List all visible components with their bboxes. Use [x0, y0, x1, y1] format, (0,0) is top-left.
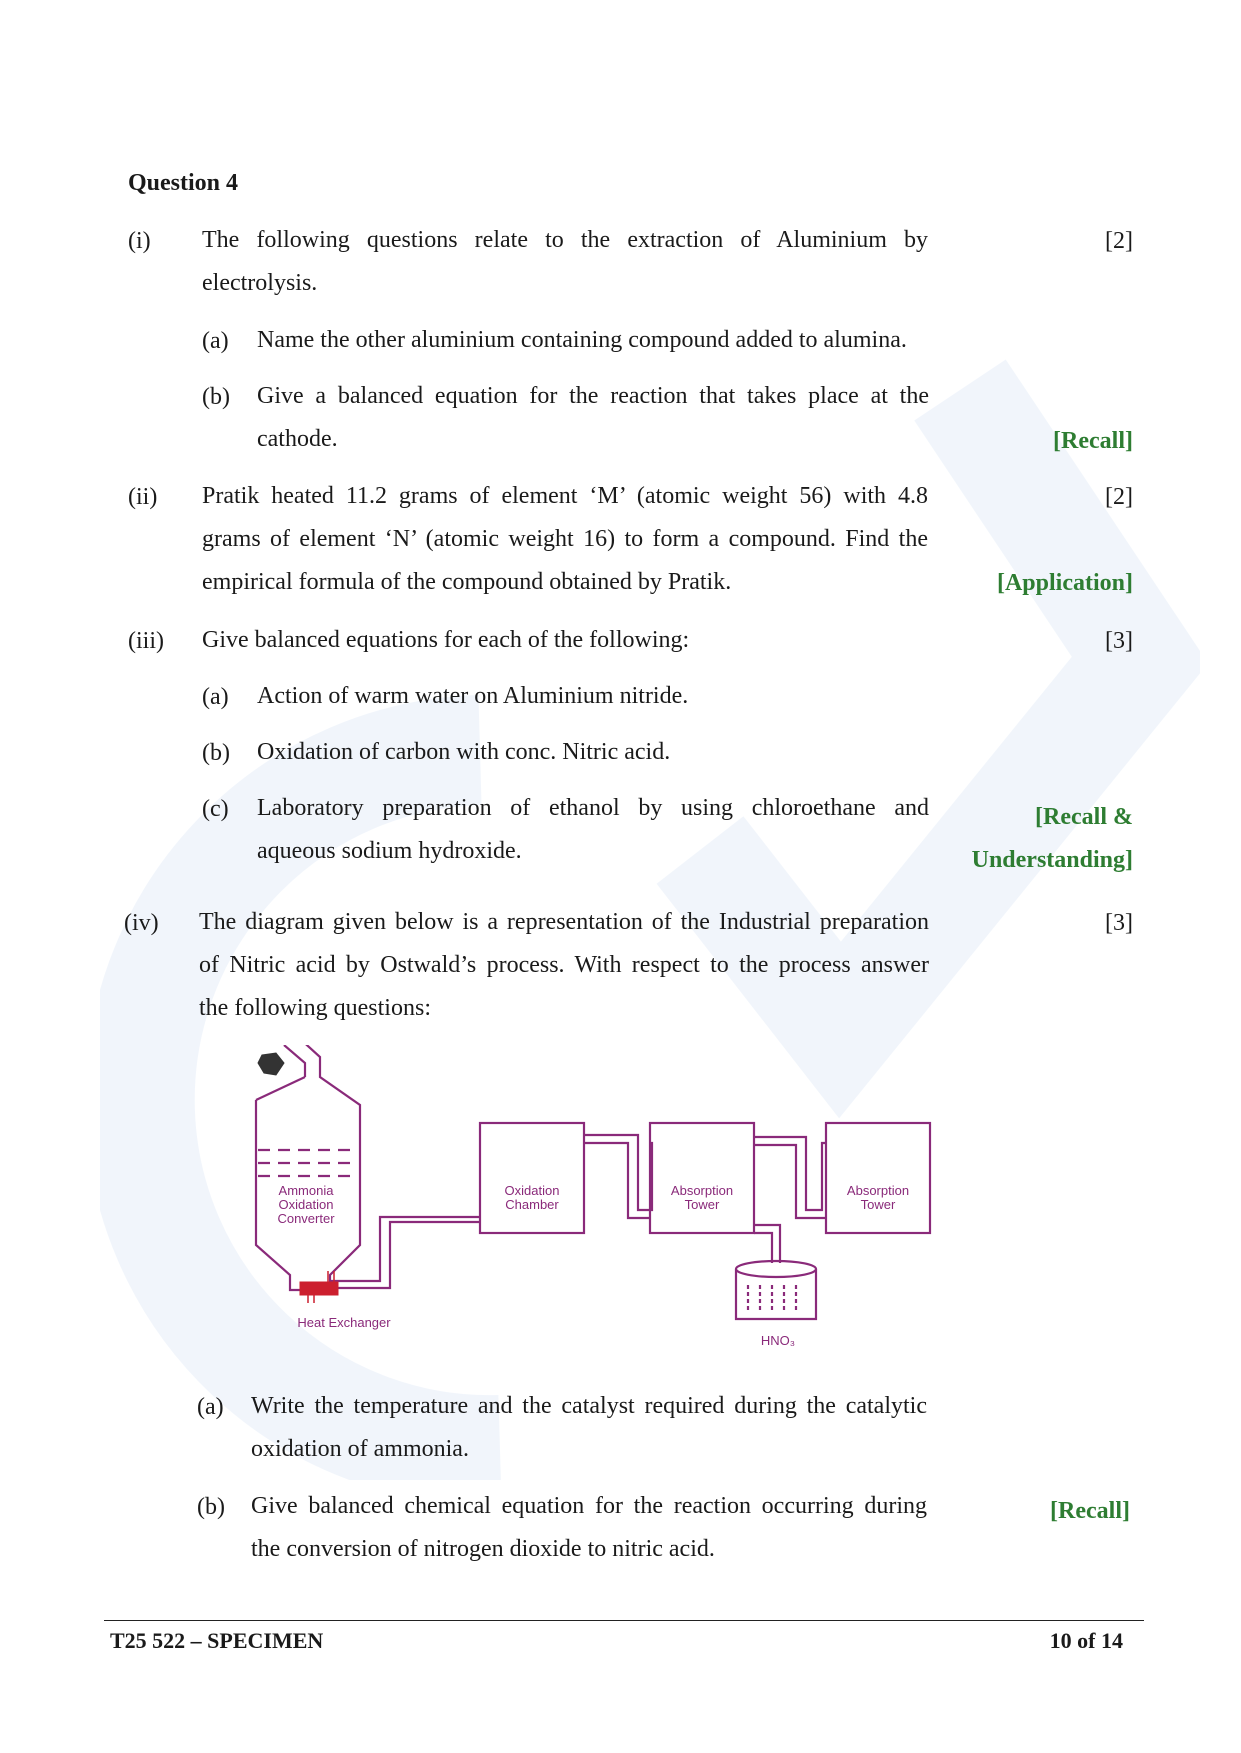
- item-i-tag: [Recall]: [1053, 428, 1133, 454]
- absorption-tower-2-box: [826, 1123, 930, 1233]
- item-iv-text: [199, 901, 929, 1030]
- item-ii-marks: [2]: [1105, 484, 1133, 510]
- item-i-line2: electrolysis.: [202, 270, 318, 296]
- item-iii-b-label: (b): [202, 740, 230, 766]
- inlet-valve: [258, 1053, 284, 1075]
- converter-vessel: [256, 1045, 360, 1290]
- item-iv-a-text: [251, 1385, 927, 1471]
- item-iv-tag: [Recall]: [1050, 1498, 1130, 1524]
- heat-exchanger-label: Heat Exchanger: [297, 1315, 391, 1330]
- pipe-tower1-to-tower2: [754, 1137, 826, 1218]
- heat-exchanger-block: [300, 1282, 338, 1295]
- ostwald-process-diagram: [240, 1045, 940, 1360]
- item-i-line1: The following questions relate to the extraction of Aluminium by: [202, 227, 928, 253]
- item-ii-line1: Pratik heated 11.2 grams of element ‘M’ (atomic weight 56) with 4.8: [202, 483, 928, 509]
- hno3-liquid: [748, 1285, 796, 1313]
- converter-label-2: Oxidation: [278, 1197, 334, 1212]
- item-iii-a-text: Action of warm water on Aluminium nitride.: [257, 683, 689, 709]
- footer-divider: [104, 1620, 1144, 1621]
- absorption-tower-2-label-1: Absorption: [846, 1183, 910, 1198]
- oxidation-chamber-box: [480, 1123, 584, 1233]
- item-ii-text: [202, 475, 928, 604]
- item-ii-line3: empirical formula of the compound obtained by Pratik.: [202, 569, 732, 595]
- oxidation-chamber-label-2: Chamber: [505, 1197, 559, 1212]
- item-i-text: [202, 219, 928, 305]
- item-i-a-label: (a): [202, 328, 229, 354]
- item-i-b-line1: Give a balanced equation for the reaction that takes place at the: [257, 383, 929, 409]
- item-i-b-label: (b): [202, 384, 230, 410]
- item-iv-line1: The diagram given below is a representation of the Industrial preparation: [199, 909, 929, 935]
- item-iii-b-text: Oxidation of carbon with conc. Nitric acid.: [257, 739, 671, 765]
- oxidation-chamber-label-1: Oxidation: [504, 1183, 560, 1198]
- item-i-marks: [2]: [1105, 228, 1133, 254]
- item-ii-line2: grams of element ‘N’ (atomic weight 16) to form a compound. Find the: [202, 526, 928, 552]
- footer-code: T25 522 – SPECIMEN: [110, 1628, 324, 1653]
- item-i-b-text: [257, 375, 929, 461]
- item-iv-marks: [3]: [1105, 910, 1133, 936]
- item-iii-a-label: (a): [202, 684, 229, 710]
- item-iv-a-line2: oxidation of ammonia.: [251, 1436, 469, 1462]
- converter-label-1: Ammonia: [278, 1183, 334, 1198]
- item-iv-b-label: (b): [197, 1494, 225, 1520]
- item-iv-line2: of Nitric acid by Ostwald’s process. With respect to the process answer: [199, 952, 929, 978]
- item-iv-a-line1: Write the temperature and the catalyst required during the catalytic: [251, 1393, 927, 1419]
- item-iii-tag: [972, 796, 1133, 882]
- pipe-chamber-to-tower1: [584, 1135, 652, 1218]
- question-title: Question 4: [128, 170, 239, 196]
- item-i-b-line2: cathode.: [257, 426, 338, 452]
- item-iii-c-text: [257, 787, 929, 873]
- converter-shoulder: [256, 1077, 305, 1100]
- item-ii-number: (ii): [128, 484, 158, 510]
- hno3-vessel-top: [736, 1261, 816, 1277]
- item-iii-c-label: (c): [202, 796, 229, 822]
- diagram-lines: [256, 1045, 930, 1319]
- converter-inlet-pipe: [284, 1045, 305, 1077]
- absorption-tower-1-box: [650, 1123, 754, 1233]
- item-iii-tag-line2: Understanding]: [971, 847, 1133, 873]
- item-iii-tag-line1: [Recall &: [1035, 804, 1133, 830]
- item-iii-text: Give balanced equations for each of the following:: [202, 627, 690, 653]
- item-iii-c-line1: Laboratory preparation of ethanol by using chloroethane and: [257, 795, 929, 821]
- item-iv-b-line1: Give balanced chemical equation for the reaction occurring during: [251, 1493, 927, 1519]
- hno3-label: HNO₃: [760, 1333, 796, 1348]
- item-iii-marks: [3]: [1105, 628, 1133, 654]
- item-i-a-text: Name the other aluminium containing compound added to alumina.: [257, 327, 907, 353]
- item-ii-tag: [Application]: [996, 570, 1133, 596]
- item-iv-a-label: (a): [197, 1394, 224, 1420]
- pipe-to-oxidation-chamber-inner: [330, 1217, 480, 1281]
- absorption-tower-1-label-1: Absorption: [670, 1183, 734, 1198]
- converter-label-3: Converter: [277, 1211, 335, 1226]
- pipe-to-oxidation-chamber: [330, 1222, 480, 1288]
- item-iv-number: (iv): [124, 910, 159, 936]
- pipe-to-hno3: [754, 1225, 780, 1263]
- item-i-number: (i): [128, 228, 151, 254]
- item-iii-number: (iii): [128, 628, 164, 654]
- footer-page-number: 10 of 14: [1049, 1628, 1123, 1653]
- item-iii-c-line2: aqueous sodium hydroxide.: [257, 838, 522, 864]
- item-iv-b-line2: the conversion of nitrogen dioxide to nitric acid.: [251, 1536, 715, 1562]
- item-iv-line3: the following questions:: [199, 995, 431, 1021]
- absorption-tower-1-label-2: Tower: [684, 1197, 720, 1212]
- absorption-tower-2-label-2: Tower: [860, 1197, 896, 1212]
- item-iv-b-text: [251, 1485, 927, 1571]
